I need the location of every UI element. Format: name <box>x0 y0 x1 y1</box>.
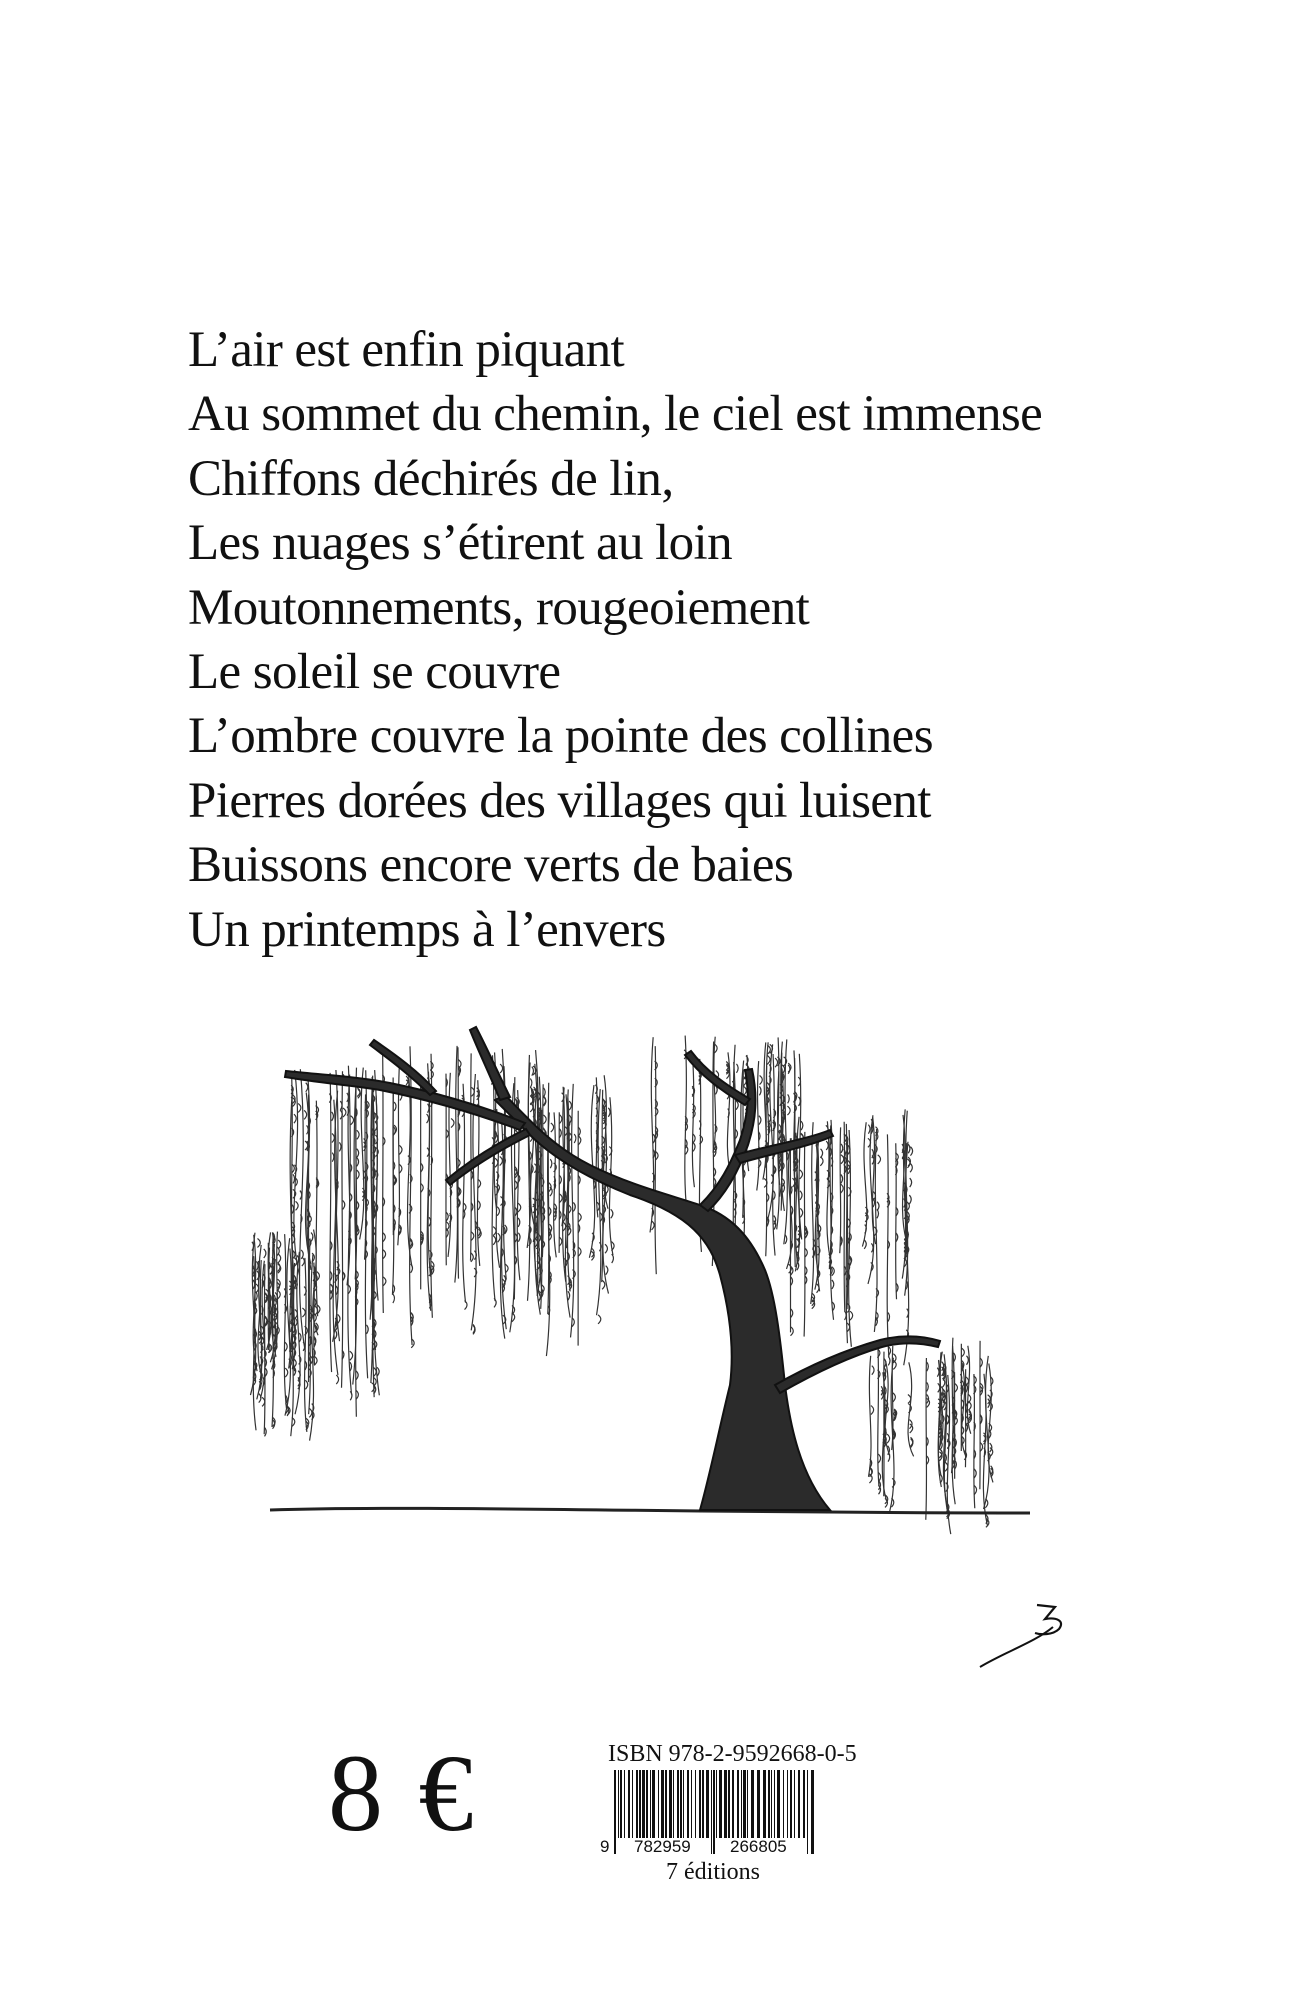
willow-leaf <box>841 1174 843 1183</box>
willow-leaf <box>302 1308 305 1317</box>
willow-tree-illustration <box>230 1005 1080 1565</box>
willow-leaf <box>357 1149 359 1158</box>
willow-strand <box>392 1084 393 1295</box>
willow-leaf <box>800 1170 803 1179</box>
willow-leaf <box>611 1209 613 1218</box>
barcode-bar <box>658 1770 659 1838</box>
willow-leaf <box>871 1406 874 1415</box>
willow-leaf <box>893 1393 896 1402</box>
willow-leaf <box>383 1250 386 1259</box>
barcode-bar <box>728 1770 730 1838</box>
barcode-bar <box>646 1770 648 1838</box>
willow-leaf <box>759 1116 761 1125</box>
willow-leaf <box>278 1254 281 1263</box>
willow-leaf <box>888 1453 890 1462</box>
willow-leaf <box>868 1125 870 1134</box>
willow-leaf <box>332 1153 334 1162</box>
willow-leaf <box>518 1218 520 1227</box>
poem-line: Buissons encore verts de baies <box>188 837 794 894</box>
willow-leaf <box>336 1375 338 1384</box>
barcode-bar <box>751 1770 754 1838</box>
willow-strand <box>878 1345 879 1486</box>
willow-leaf <box>366 1325 368 1334</box>
artist-signature-icon <box>975 1597 1085 1677</box>
willow-leaf <box>907 1309 909 1318</box>
willow-leaf <box>264 1249 266 1258</box>
willow-leaf <box>427 1114 429 1123</box>
barcode-bar <box>695 1770 696 1838</box>
willow-leaf <box>736 1064 738 1073</box>
willow-leaf <box>568 1291 570 1300</box>
barcode-bar <box>669 1770 672 1838</box>
willow-leaf <box>357 1157 359 1166</box>
willow-leaf <box>332 1112 334 1121</box>
willow-leaf <box>518 1203 521 1212</box>
barcode-bar <box>774 1770 775 1838</box>
barcode-bar <box>807 1770 808 1854</box>
willow-strand <box>342 1071 343 1388</box>
willow-leaf <box>788 1065 790 1074</box>
willow-leaf <box>841 1155 844 1164</box>
barcode-bar <box>757 1770 760 1838</box>
poem-line: Pierres dorées des villages qui luisent <box>188 772 931 829</box>
willow-leaf <box>551 1123 554 1132</box>
willow-trunk <box>270 1027 1030 1513</box>
barcode-bar <box>747 1770 748 1838</box>
willow-leaf <box>821 1149 823 1158</box>
barcode-bar <box>794 1770 795 1838</box>
willow-foliage <box>250 1036 993 1535</box>
willow-leaf <box>693 1142 695 1151</box>
barcode-bar <box>628 1770 630 1838</box>
willow-leaf <box>888 1356 890 1365</box>
willow-leaf <box>544 1088 546 1097</box>
willow-leaf <box>800 1191 802 1200</box>
barcode-bar <box>737 1770 739 1838</box>
willow-strand <box>811 1122 814 1304</box>
willow-leaf <box>911 1439 913 1448</box>
barcode-bar <box>798 1770 800 1838</box>
willow-leaf <box>493 1236 496 1245</box>
willow-strand <box>542 1084 543 1257</box>
willow-leaf <box>330 1290 332 1299</box>
willow-leaf <box>550 1159 552 1168</box>
willow-leaf <box>775 1058 777 1067</box>
barcode-bar <box>632 1770 633 1838</box>
willow-leaf <box>532 1067 534 1076</box>
willow-strand <box>757 1061 759 1190</box>
willow-leaf <box>759 1086 761 1095</box>
barcode-bar <box>777 1770 780 1838</box>
barcode-bar <box>803 1770 805 1838</box>
barcode-first-digit: 9 <box>600 1837 610 1856</box>
barcode-bar <box>790 1770 792 1838</box>
willow-leaf <box>888 1313 890 1322</box>
willow-leaf <box>735 1129 737 1138</box>
barcode-bar <box>771 1770 772 1838</box>
willow-leaf <box>841 1144 843 1153</box>
willow-leaf <box>304 1110 307 1119</box>
willow-leaf <box>783 1183 785 1192</box>
barcode-bar <box>624 1770 625 1838</box>
willow-strand <box>383 1054 384 1313</box>
willow-leaf <box>927 1382 929 1391</box>
barcode-bar <box>811 1770 814 1854</box>
barcode-bar <box>706 1770 709 1838</box>
willow-leaf <box>608 1108 610 1117</box>
barcode-bar <box>639 1770 641 1838</box>
willow-leaf <box>518 1233 520 1242</box>
poem-line: Les nuages s’étirent au loin <box>188 515 733 572</box>
willow-leaf <box>330 1271 332 1280</box>
barcode-bar <box>732 1770 734 1838</box>
willow-strand <box>926 1358 927 1520</box>
willow-leaf <box>543 1115 546 1124</box>
barcode-bar <box>680 1770 682 1838</box>
willow-strand <box>471 1053 472 1260</box>
willow-leaf <box>910 1178 912 1187</box>
poem-line: L’ombre couvre la pointe des collines <box>188 708 933 765</box>
willow-leaf <box>816 1284 818 1293</box>
barcode-bar <box>702 1770 704 1838</box>
barcode-bar <box>699 1770 701 1838</box>
willow-leaf <box>478 1227 480 1236</box>
willow-leaf <box>335 1330 337 1339</box>
willow-leaf <box>877 1202 879 1211</box>
willow-leaf <box>602 1280 605 1289</box>
barcode-bar <box>787 1770 788 1838</box>
willow-leaf <box>497 1207 499 1216</box>
willow-leaf <box>910 1147 912 1156</box>
barcode-bar <box>724 1770 727 1838</box>
willow-leaf <box>774 1221 776 1230</box>
willow-leaf <box>294 1114 296 1123</box>
willow-leaf <box>605 1244 607 1253</box>
willow-leaf <box>871 1243 873 1252</box>
barcode-bar <box>719 1770 722 1838</box>
barcode-right-group: 266805 <box>730 1837 787 1856</box>
barcode-bar <box>768 1770 770 1838</box>
willow-leaf <box>736 1101 738 1110</box>
willow-leaf <box>787 1106 790 1115</box>
willow-leaf <box>832 1280 834 1289</box>
barcode-bar <box>763 1770 766 1838</box>
willow-leaf <box>909 1195 911 1204</box>
barcode-bar <box>691 1770 692 1838</box>
barcode-bar <box>683 1770 684 1838</box>
willow-leaf <box>910 1163 912 1172</box>
willow-leaf <box>493 1227 496 1236</box>
barcode-bar <box>743 1770 746 1838</box>
barcode-bar <box>783 1770 784 1838</box>
willow-leaf <box>569 1101 571 1110</box>
willow-leaf <box>285 1368 288 1377</box>
willow-leaf <box>878 1155 881 1164</box>
willow-leaf <box>394 1102 396 1111</box>
willow-strand <box>840 1127 841 1253</box>
willow-leaf <box>357 1130 359 1139</box>
willow-leaf <box>801 1121 803 1130</box>
price: 8 € <box>328 1732 478 1854</box>
willow-leaf <box>500 1064 502 1073</box>
willow-leaf <box>887 1434 890 1443</box>
barcode-bar <box>665 1770 667 1838</box>
willow-leaf <box>256 1261 258 1270</box>
willow-leaf <box>478 1201 480 1210</box>
willow-leaf <box>574 1134 576 1143</box>
willow-leaf <box>309 1408 312 1417</box>
barcode-bar <box>711 1770 712 1854</box>
willow-strand <box>292 1076 293 1255</box>
barcode-bar <box>661 1770 664 1838</box>
poem-line: Au sommet du chemin, le ciel est immense <box>188 386 1043 443</box>
willow-leaf <box>788 1094 790 1103</box>
willow-leaf <box>942 1378 944 1387</box>
barcode-bar <box>673 1770 674 1838</box>
willow-leaf <box>343 1200 345 1209</box>
willow-leaf <box>357 1170 359 1179</box>
willow-leaf <box>399 1145 402 1154</box>
willow-leaf <box>285 1342 287 1351</box>
willow-strand <box>692 1060 694 1188</box>
barcode-bar <box>687 1770 689 1838</box>
poem <box>188 318 1042 962</box>
willow-leaf <box>598 1315 601 1324</box>
willow-leaf <box>351 1116 354 1125</box>
poem-line: Le soleil se couvre <box>188 644 561 701</box>
willow-leaf <box>878 1454 880 1463</box>
willow-leaf <box>295 1201 298 1210</box>
willow-leaf <box>298 1103 301 1112</box>
poem-line: L’air est enfin piquant <box>188 322 625 378</box>
willow-leaf <box>306 1083 308 1092</box>
willow-leaf <box>820 1157 823 1166</box>
willow-leaf <box>311 1233 313 1242</box>
willow-leaf <box>530 1079 532 1088</box>
barcode-bar <box>614 1770 616 1854</box>
isbn-label: ISBN 978-2-9592668-0-5 <box>608 1741 857 1767</box>
willow-leaf <box>908 1144 910 1153</box>
willow-leaf <box>872 1366 874 1375</box>
willow-leaf <box>275 1297 277 1306</box>
willow-leaf <box>606 1266 608 1275</box>
willow-leaf <box>305 1380 307 1389</box>
willow-strand <box>988 1363 993 1482</box>
willow-strand <box>892 1346 893 1450</box>
barcode-bar <box>652 1770 655 1838</box>
poem-line: Chiffons déchirés de lin, <box>188 450 674 507</box>
poem-line: Un printemps à l’envers <box>188 901 666 958</box>
willow-strand <box>868 1356 871 1477</box>
willow-leaf <box>800 1208 802 1217</box>
barcode-bar <box>620 1770 622 1838</box>
barcode-bar <box>636 1770 638 1838</box>
willow-leaf <box>257 1238 260 1247</box>
barcode-bar <box>618 1770 619 1838</box>
willow-leaf <box>343 1108 346 1117</box>
willow-leaf <box>927 1362 929 1371</box>
willow-leaf <box>332 1134 334 1143</box>
willow-leaf <box>744 1086 747 1095</box>
willow-leaf <box>653 1134 655 1143</box>
willow-leaf <box>500 1157 503 1166</box>
barcode-left-group: 782959 <box>634 1837 691 1856</box>
barcode-bar <box>677 1770 679 1838</box>
willow-leaf <box>350 1351 353 1360</box>
willow-strand <box>455 1046 458 1283</box>
willow-leaf <box>339 1142 341 1151</box>
willow-leaf <box>773 1191 775 1200</box>
willow-leaf <box>350 1391 352 1400</box>
willow-leaf <box>845 1311 847 1320</box>
barcode-bar <box>716 1770 717 1838</box>
willow-leaf <box>785 1235 787 1244</box>
willow-leaf <box>498 1233 500 1242</box>
willow-strand <box>284 1234 286 1408</box>
willow-strand <box>316 1101 318 1317</box>
willow-leaf <box>966 1356 968 1365</box>
willow-leaf <box>612 1254 614 1263</box>
willow-leaf <box>451 1119 454 1128</box>
willow-leaf <box>760 1076 763 1085</box>
willow-leaf <box>293 1174 295 1183</box>
willow-leaf <box>573 1202 575 1211</box>
willow-leaf <box>850 1311 853 1320</box>
willow-leaf <box>377 1367 379 1376</box>
barcode-bar <box>650 1770 651 1838</box>
willow-strand <box>463 1084 466 1303</box>
willow-strand <box>458 1047 459 1278</box>
barcode-bar <box>741 1770 742 1838</box>
willow-leaf <box>350 1362 352 1371</box>
willow-leaf <box>393 1294 395 1303</box>
willow-leaf <box>872 1149 874 1158</box>
willow-leaf <box>428 1104 430 1113</box>
willow-strand <box>887 1134 889 1356</box>
barcode-bar <box>713 1770 715 1854</box>
willow-leaf <box>841 1184 844 1193</box>
willow-leaf <box>299 1333 301 1342</box>
barcode-bar <box>642 1770 645 1838</box>
willow-strand <box>330 1073 332 1372</box>
willow-leaf <box>307 1125 309 1134</box>
willow-leaf <box>826 1141 828 1150</box>
poem-line: Moutonnements, rougeoiement <box>188 579 810 636</box>
publisher-name: 7 éditions <box>666 1859 760 1885</box>
